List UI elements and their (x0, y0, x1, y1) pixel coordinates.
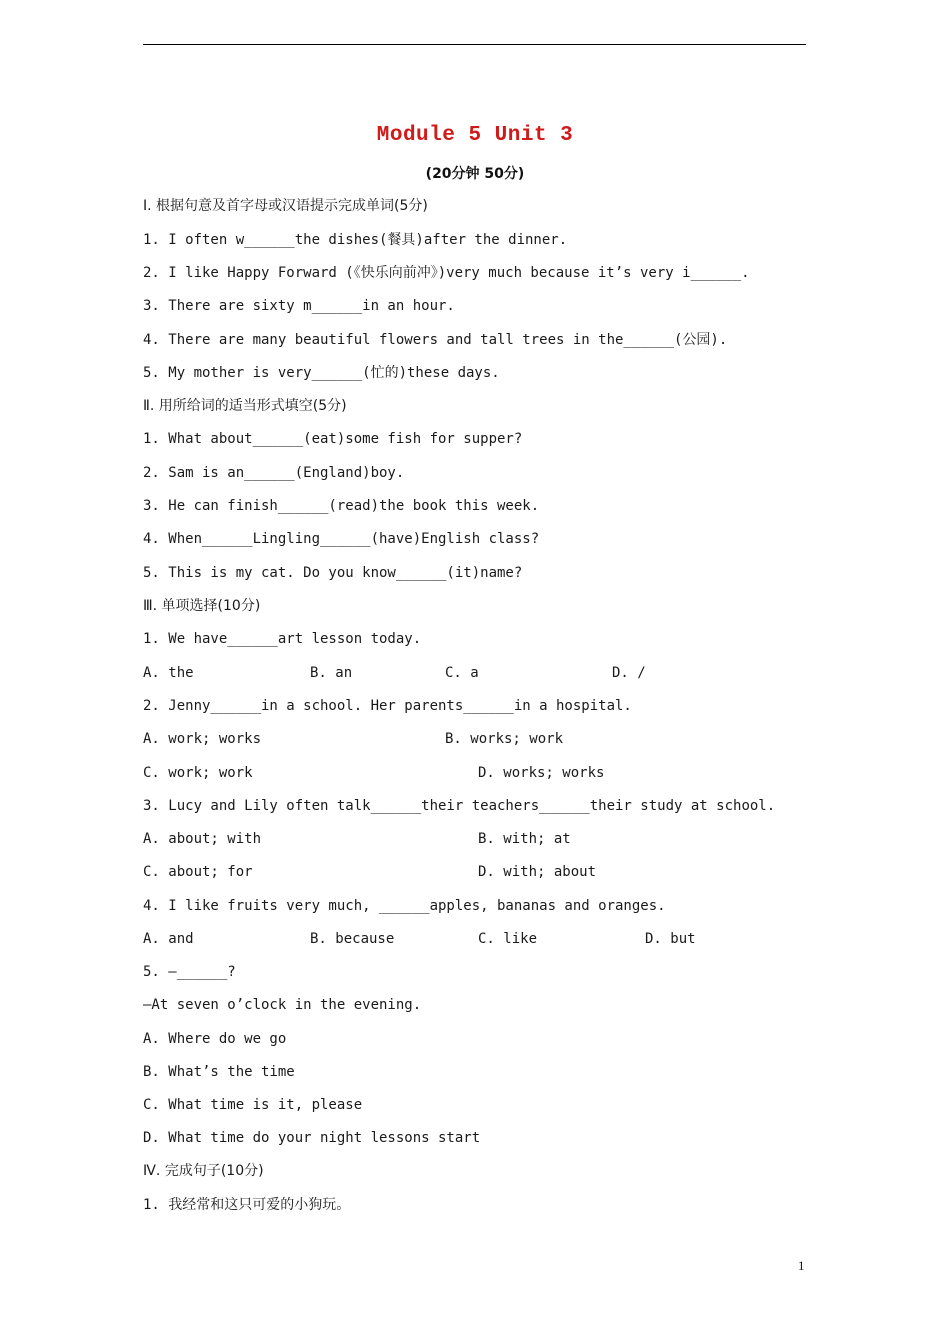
s3-q1-option-a: A. the (143, 665, 194, 681)
s3-q4-option-d: D. but (645, 931, 696, 947)
s3-q4-option-c: C. like (478, 931, 538, 947)
s1-item-2: 2. I like Happy Forward (《快乐向前冲》)very much because it’s very i______. (143, 265, 750, 281)
s3-q5-option-b: B. What’s the time (143, 1064, 295, 1080)
page-number: 1 (798, 1258, 805, 1273)
s3-q3-option-b: B. with; at (478, 831, 571, 847)
s1-item-3: 3. There are sixty m______in an hour. (143, 298, 455, 314)
s3-q5-option-d: D. What time do your night lessons start (143, 1130, 481, 1146)
s3-q5-stem: 5. —______? (143, 964, 236, 980)
s3-q2-option-c: C. work; work (143, 765, 253, 781)
section-4-heading: Ⅳ. 完成句子(10分) (143, 1163, 264, 1179)
s3-q4-stem: 4. I like fruits very much, ______apples, bananas and oranges. (143, 898, 666, 914)
s3-q3-option-c: C. about; for (143, 864, 253, 880)
section-2-heading: Ⅱ. 用所给词的适当形式填空(5分) (143, 398, 347, 414)
section-3-heading: Ⅲ. 单项选择(10分) (143, 598, 261, 614)
s3-q2-option-a: A. work; works (143, 731, 262, 747)
s3-q3-option-a: A. about; with (143, 831, 262, 847)
s1-item-1: 1. I often w______the dishes(餐具)after the dinner. (143, 232, 568, 248)
s3-q2-option-b: B. works; work (445, 731, 564, 747)
s3-q4-option-a: A. and (143, 931, 194, 947)
s3-q1-stem: 1. We have______art lesson today. (143, 631, 422, 647)
s2-item-3: 3. He can finish______(read)the book this week. (143, 498, 540, 514)
s3-q2-option-d: D. works; works (478, 765, 605, 781)
page-title: Module 5 Unit 3 (376, 124, 574, 147)
time-score-subtitle: (20分钟 50分) (425, 166, 525, 182)
s3-q5-option-c: C. What time is it, please (143, 1097, 363, 1113)
s3-q1-option-d: D. / (612, 665, 646, 681)
s3-q3-option-d: D. with; about (478, 864, 597, 880)
s3-q1-option-c: C. a (445, 665, 479, 681)
s3-q3-stem: 3. Lucy and Lily often talk______their teachers______their study at school. (143, 798, 776, 814)
section-1-heading: Ⅰ. 根据句意及首字母或汉语提示完成单词(5分) (143, 198, 428, 214)
header-rule (143, 44, 806, 45)
s2-item-1: 1. What about______(eat)some fish for supper? (143, 431, 523, 447)
s3-q5-option-a: A. Where do we go (143, 1031, 287, 1047)
s3-q2-stem: 2. Jenny______in a school. Her parents______in a hospital. (143, 698, 632, 714)
s2-item-5: 5. This is my cat. Do you know______(it)name? (143, 565, 523, 581)
s3-q1-option-b: B. an (310, 665, 353, 681)
s2-item-2: 2. Sam is an______(England)boy. (143, 465, 405, 481)
s1-item-5: 5. My mother is very______(忙的)these days. (143, 365, 500, 381)
s2-item-4: 4. When______Lingling______(have)English class? (143, 531, 540, 547)
s1-item-4: 4. There are many beautiful flowers and tall trees in the______(公园). (143, 332, 728, 348)
s3-q4-option-b: B. because (310, 931, 395, 947)
s4-item-1: 1. 我经常和这只可爱的小狗玩。 (143, 1197, 351, 1213)
s3-q5-answer: —At seven o’clock in the evening. (143, 997, 422, 1013)
